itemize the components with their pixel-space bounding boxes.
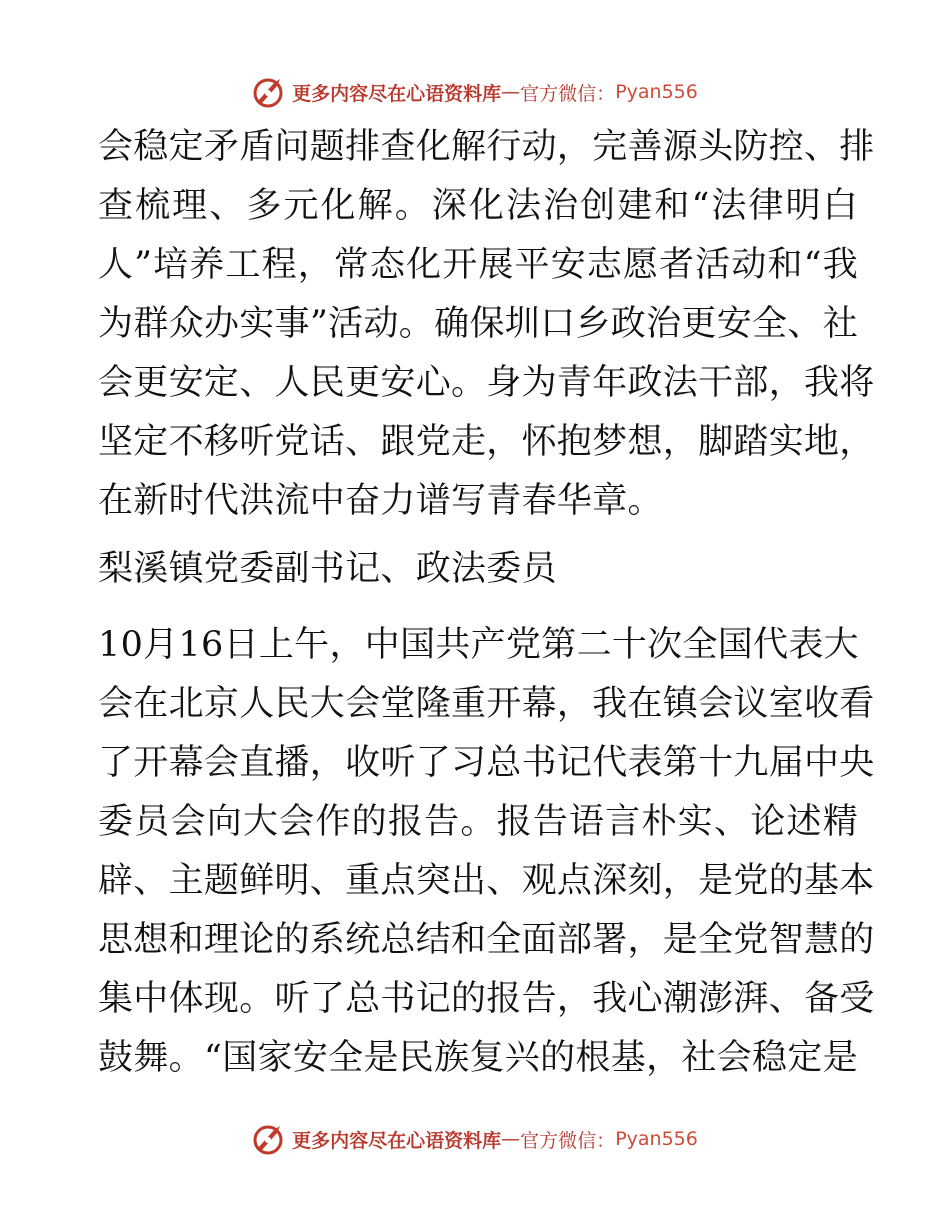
text-line-16: 鼓舞。“国家安全是民族复兴的根基，社会稳定是: [98, 1038, 858, 1078]
text-line-1: 会稳定矛盾问题排查化解行动，完善源头防控、排: [98, 127, 875, 167]
watermark-wechat-id: Pyan556: [615, 1128, 698, 1150]
text-line-14: 思想和理论的系统总结和全面部署，是全党智慧的: [98, 920, 875, 960]
text-line-12: 委员会向大会作的报告。报告语言朴实、论述精: [98, 802, 858, 842]
watermark-wechat-id: Pyan556: [615, 81, 698, 103]
watermark-footer: [0, 1119, 950, 1159]
text-line-6: 坚定不移听党话、跟党走，怀抱梦想，脚踏实地，: [98, 422, 875, 462]
watermark-lead-text: 更多内容尽在心语资料库: [292, 82, 502, 105]
text-line-13: 辟、主题鲜明、重点突出、观点深刻，是党的基本: [98, 861, 875, 901]
text-line-11: 了开幕会直播，收听了习总书记代表第十九届中央: [98, 743, 875, 783]
watermark-dash: —: [501, 81, 521, 103]
text-line-9: 10月16日上午，中国共产党第二十次全国代表大: [98, 625, 859, 665]
watermark-wechat-label: 官方微信：: [520, 1129, 616, 1152]
pen-nib-logo-icon: [252, 1122, 286, 1156]
text-line-7: 在新时代洪流中奋力谱写青春华章。: [98, 481, 663, 521]
section-heading: 梨溪镇党委副书记、政法委员: [98, 549, 557, 589]
watermark-wechat-label: 官方微信：: [520, 82, 616, 105]
text-line-5: 会更安定、人民更安心。身为青年政法干部，我将: [98, 363, 875, 403]
text-line-2: 查梳理、多元化解。深化法治创建和“法律明白: [98, 186, 858, 226]
watermark-lead-text: 更多内容尽在心语资料库: [292, 1129, 502, 1152]
watermark-dash: —: [501, 1128, 521, 1150]
text-line-3: 人”培养工程，常态化开展平安志愿者活动和“我: [98, 245, 858, 285]
watermark-header: [0, 72, 950, 112]
text-line-15: 集中体现。听了总书记的报告，我心潮澎湃、备受: [98, 979, 875, 1019]
text-line-4: 为群众办实事”活动。确保圳口乡政治更安全、社: [98, 304, 858, 344]
pen-nib-logo-icon: [252, 75, 286, 109]
text-line-10: 会在北京人民大会堂隆重开幕，我在镇会议室收看: [98, 684, 875, 724]
